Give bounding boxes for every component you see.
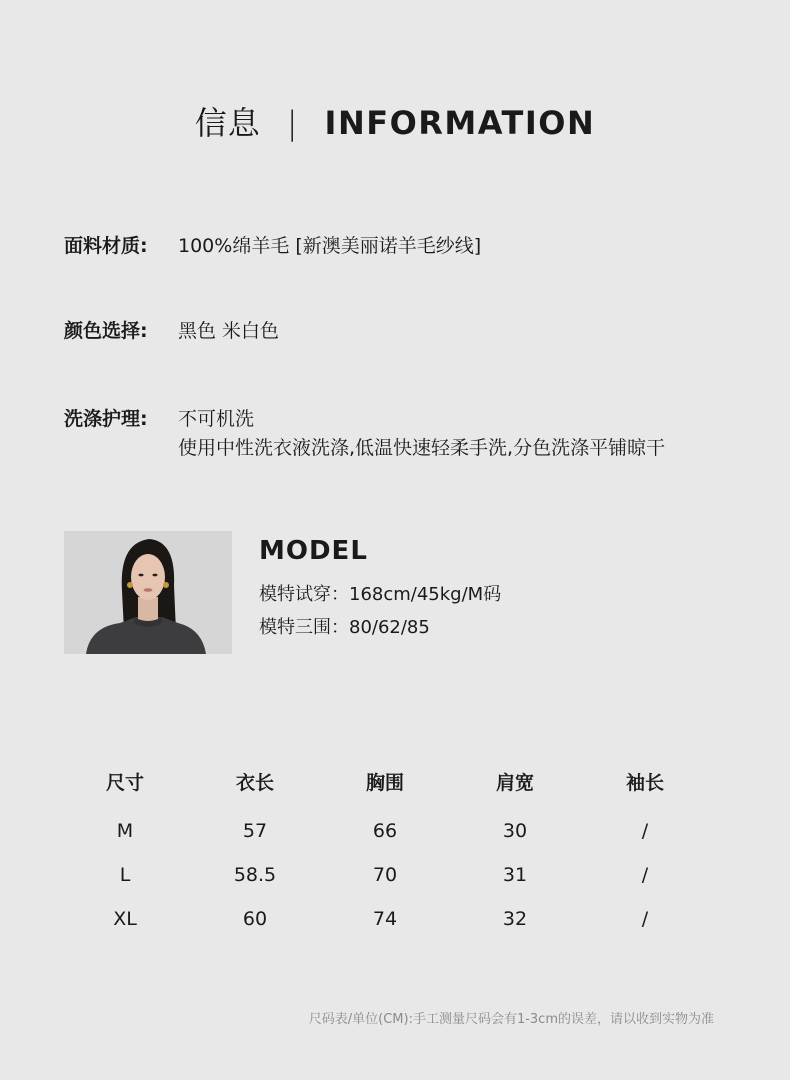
model-photo-illustration xyxy=(64,531,232,654)
cell-size: XL xyxy=(113,908,137,930)
header-chest: 胸围 xyxy=(365,772,404,794)
cell-sleeve: / xyxy=(641,864,649,886)
color-value: 黑色 米白色 xyxy=(178,320,280,342)
cell-chest: 66 xyxy=(372,820,398,842)
cell-chest: 74 xyxy=(372,908,398,930)
cell-length: 57 xyxy=(242,820,268,842)
header-size: 尺寸 xyxy=(105,772,144,794)
header-shoulder: 肩宽 xyxy=(495,772,534,794)
cell-size: M xyxy=(116,820,134,842)
title-cn: 信息 xyxy=(194,104,261,142)
care-value-line2: 使用中性洗衣液洗涤,低温快速轻柔手洗,分色洗涤平铺晾干 xyxy=(178,437,666,459)
care-value-line1: 不可机洗 xyxy=(178,408,255,430)
model-measurements: 模特三围：80/62/85 xyxy=(259,617,430,638)
title-en: INFORMATION xyxy=(324,104,596,142)
cell-size: L xyxy=(119,864,131,886)
model-fitting: 模特试穿：168cm/45kg/M码 xyxy=(259,584,502,605)
model-photo xyxy=(64,531,232,654)
page-title xyxy=(0,98,790,144)
cell-length: 60 xyxy=(242,908,268,930)
material-label: 面料材质: xyxy=(64,235,148,257)
material-value: 100%绵羊毛 [新澳美丽诺羊毛纱线] xyxy=(178,235,482,257)
cell-chest: 70 xyxy=(372,864,398,886)
color-label: 颜色选择: xyxy=(64,320,148,342)
model-title: MODEL xyxy=(259,536,368,566)
title-separator: | xyxy=(286,104,299,142)
care-label: 洗涤护理: xyxy=(64,408,148,430)
cell-shoulder: 30 xyxy=(502,820,528,842)
cell-shoulder: 31 xyxy=(502,864,528,886)
cell-sleeve: / xyxy=(641,908,649,930)
cell-length: 58.5 xyxy=(233,864,277,886)
header-length: 衣长 xyxy=(235,772,274,794)
cell-sleeve: / xyxy=(641,820,649,842)
cell-shoulder: 32 xyxy=(502,908,528,930)
header-sleeve: 袖长 xyxy=(625,772,664,794)
size-footnote: 尺码表/单位(CM):手工测量尺码会有1-3cm的误差，请以收到实物为准 xyxy=(308,1012,714,1027)
